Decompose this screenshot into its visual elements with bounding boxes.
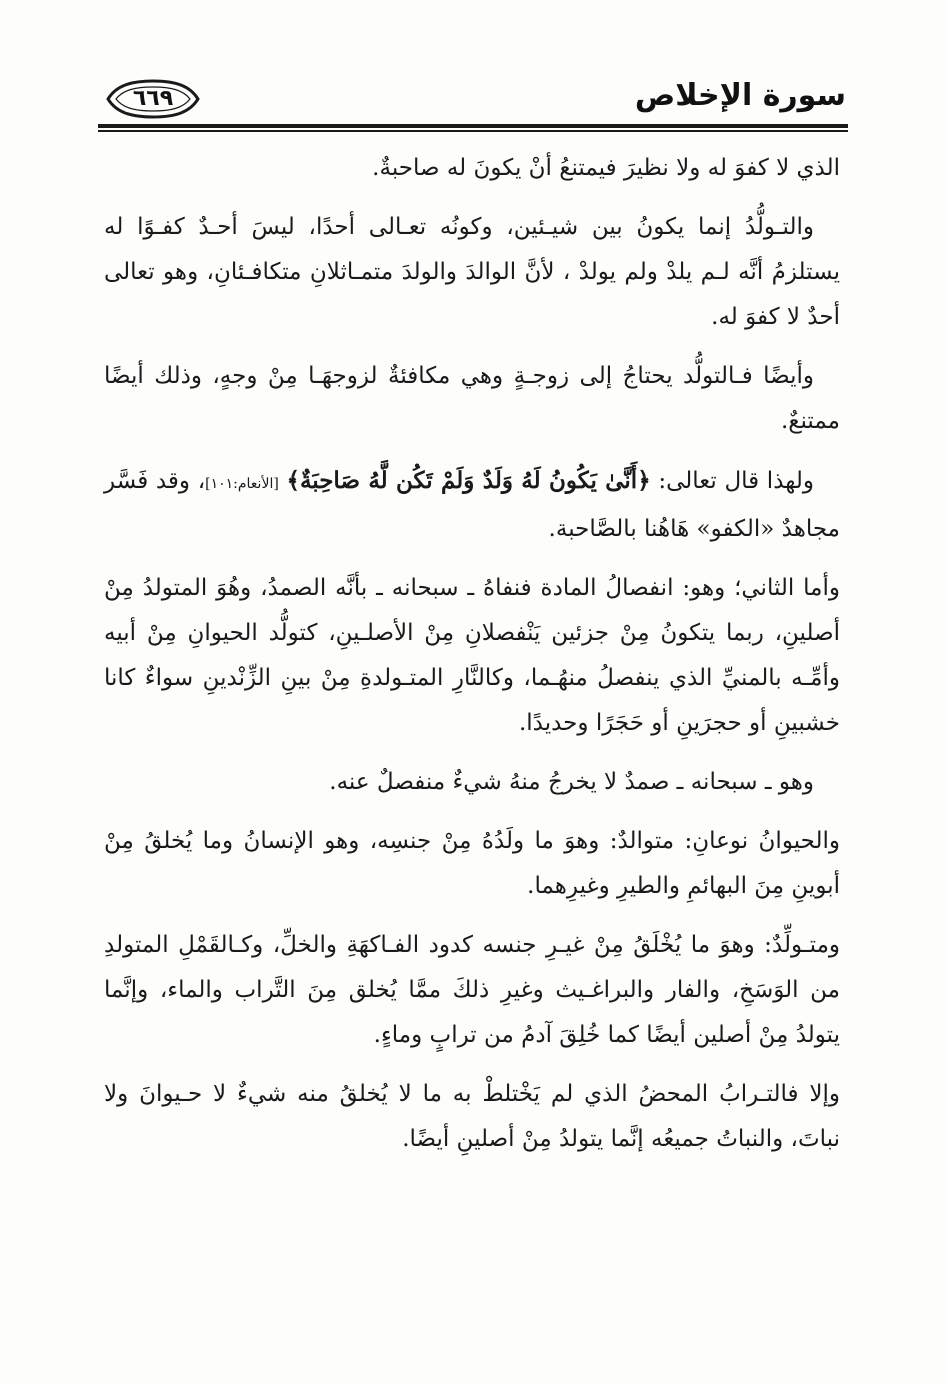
paragraph-text: ولهذا قال تعالى: [650,468,814,494]
paragraph: والتـولُّدُ إنما يكونُ بين شيـئين، وكونُه تعـالى أحدًا، ليسَ أحـدٌ كفـوًا له يستلزمُ أنَّه لـم يلدْ ولم يولدْ ، لأنَّ الوالدَ والولدَ متمـاثلانِ متكافـئانِ، وهو تعالى أحدٌ لا كفوَ له. [104,214,840,330]
header-rule-thin [98,130,848,132]
paragraph-text: ، وقد فَسَّر مجاهدٌ «الكفو» هَاهُنا بالصَّاحبة. [104,468,840,542]
page-number-badge [104,78,202,120]
page-number: ٦٦٩ [132,86,174,111]
paragraph: وهو ـ سبحانه ـ صمدٌ لا يخرجُ منهُ شيءٌ منفصلٌ عنه. [329,769,814,795]
paragraph-with-ayah [104,458,840,552]
page-header [98,72,848,134]
paragraph: وأيضًا فـالتولُّد يحتاجُ إلى زوجـةٍ وهي مكافئةٌ لزوجهَـا مِنْ وجهٍ، وذلك أيضًا ممتنعٌ. [104,363,840,434]
quran-verse: ﴿أَنَّىٰ يَكُونُ لَهُ وَلَدٌ وَلَمْ تَكُن لَّهُ صَاحِبَةٌ﴾ [286,467,651,494]
paragraph: وأما الثاني؛ وهو: انفصالُ المادة فنفاهُ ـ سبحانه ـ بأنَّه الصمدُ، وهُوَ المتولدُ مِنْ أصلينِ، ربما يتكونُ مِنْ جزئين يَنْفصلانِ مِنْ الأصلـينِ، كتولُّد الحيوانِ مِنْ أبيه وأمِّـه بالمنيِّ الذي ينفصلُ منهُـما، وكالنَّارِ المتـولدةِ مِنْ بينِ الزِّنْدينِ سواءٌ كانا خشبينِ أو حجرَينِ أو حَجَرًا وحديدًا. [104,575,840,736]
paragraph: والحيوانُ نوعانِ: متوالدٌ: وهوَ ما ولَدُهُ مِنْ جنسِه، وهو الإنسانُ وما يُخلقُ مِنْ أبوينِ مِنَ البهائمِ والطيرِ وغيرِهما. [104,828,840,899]
paragraph: الذي لا كفوَ له ولا نظيرَ فيمتنعُ أنْ يكونَ له صاحبةٌ. [372,155,840,181]
paragraph: ومتـولِّدٌ: وهوَ ما يُخْلَقُ مِنْ غيـرِ جنسه كدود الفـاكهَةِ والخلِّ، وكـالقَمْلِ المتولدِ من الوَسَخِ، والفار والبراغـيث وغيرِ ذلكَ ممَّا يُخلق مِنَ التَّراب والماء، وإنَّما يتولدُ مِنْ أصلين أيضًا كما خُلِقَ آدمُ من ترابٍ وماءٍ. [104,932,840,1048]
surah-title: سورة الإخلاص [634,78,846,113]
verse-citation: [الأنعام:١٠١] [205,476,279,492]
body-text [104,146,840,1176]
header-rule-thick [98,124,848,128]
paragraph: وإلا فالتـرابُ المحضُ الذي لم يَخْتلطْ به ما لا يُخلقُ منه شيءٌ لا حـيوانَ ولا نباتَ، والنباتُ جميعُه إنَّما يتولدُ مِنْ أصلينِ أيضًا. [104,1081,840,1152]
